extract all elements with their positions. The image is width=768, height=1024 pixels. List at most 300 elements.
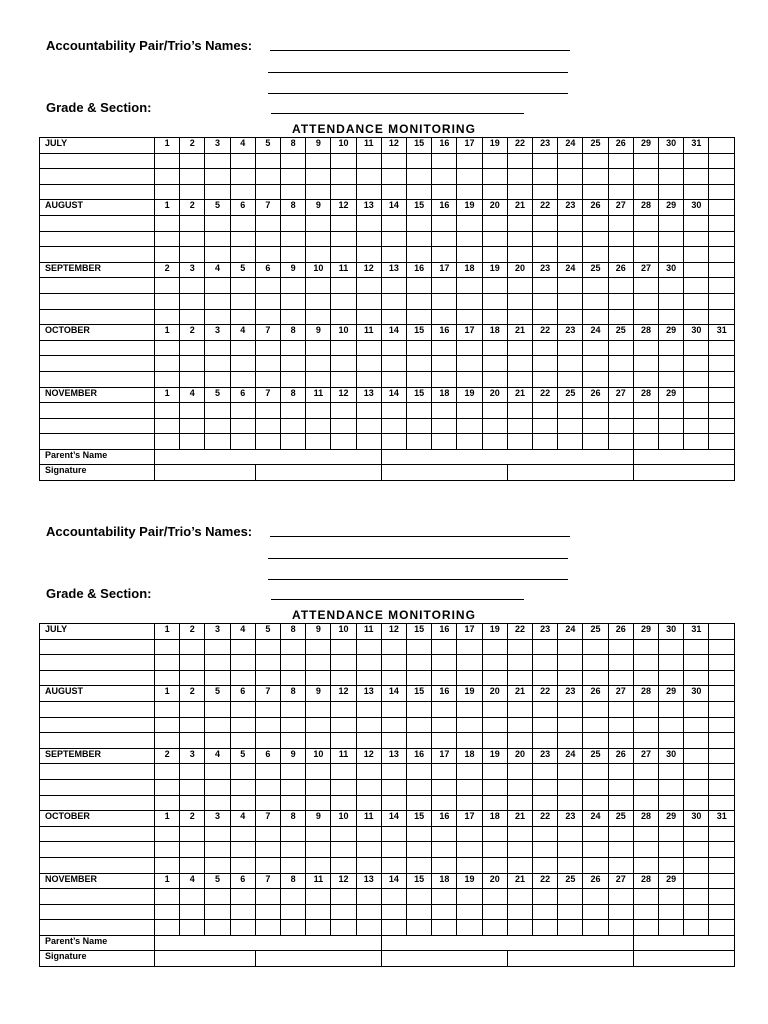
attendance-cell[interactable] xyxy=(255,184,280,200)
attendance-cell[interactable] xyxy=(381,842,406,858)
attendance-cell[interactable] xyxy=(533,826,558,842)
attendance-cell[interactable] xyxy=(281,434,306,450)
attendance-cell[interactable] xyxy=(583,247,608,263)
attendance-cell[interactable] xyxy=(407,371,432,387)
attendance-cell[interactable] xyxy=(709,889,735,905)
attendance-cell[interactable] xyxy=(205,826,230,842)
attendance-cell[interactable] xyxy=(255,340,280,356)
attendance-cell[interactable] xyxy=(633,655,658,671)
attendance-cell[interactable] xyxy=(659,434,684,450)
attendance-cell[interactable] xyxy=(482,340,507,356)
attendance-cell[interactable] xyxy=(180,717,205,733)
attendance-cell[interactable] xyxy=(230,795,255,811)
attendance-cell[interactable] xyxy=(457,309,482,325)
attendance-cell[interactable] xyxy=(432,826,457,842)
attendance-cell[interactable] xyxy=(381,403,406,419)
attendance-cell[interactable] xyxy=(583,920,608,936)
attendance-cell[interactable] xyxy=(306,215,331,231)
attendance-cell[interactable] xyxy=(331,403,356,419)
attendance-cell[interactable] xyxy=(709,403,735,419)
attendance-cell[interactable] xyxy=(255,169,280,185)
attendance-cell[interactable] xyxy=(684,371,709,387)
attendance-cell[interactable] xyxy=(457,670,482,686)
attendance-cell[interactable] xyxy=(533,169,558,185)
attendance-cell[interactable] xyxy=(407,795,432,811)
attendance-cell[interactable] xyxy=(432,920,457,936)
attendance-cell[interactable] xyxy=(155,857,180,873)
attendance-cell[interactable] xyxy=(558,278,583,294)
attendance-cell[interactable] xyxy=(155,184,180,200)
attendance-cell[interactable] xyxy=(230,733,255,749)
attendance-cell[interactable] xyxy=(507,278,532,294)
student-cell[interactable] xyxy=(40,309,155,325)
attendance-cell[interactable] xyxy=(356,403,381,419)
attendance-cell[interactable] xyxy=(558,169,583,185)
attendance-cell[interactable] xyxy=(230,701,255,717)
attendance-cell[interactable] xyxy=(255,842,280,858)
attendance-cell[interactable] xyxy=(331,247,356,263)
attendance-cell[interactable] xyxy=(583,779,608,795)
attendance-cell[interactable] xyxy=(659,857,684,873)
attendance-cell[interactable] xyxy=(457,889,482,905)
attendance-cell[interactable] xyxy=(255,371,280,387)
attendance-cell[interactable] xyxy=(230,215,255,231)
attendance-cell[interactable] xyxy=(331,215,356,231)
attendance-cell[interactable] xyxy=(482,920,507,936)
attendance-cell[interactable] xyxy=(255,826,280,842)
attendance-cell[interactable] xyxy=(633,764,658,780)
attendance-cell[interactable] xyxy=(659,779,684,795)
attendance-cell[interactable] xyxy=(659,231,684,247)
attendance-cell[interactable] xyxy=(608,670,633,686)
attendance-cell[interactable] xyxy=(306,857,331,873)
attendance-cell[interactable] xyxy=(608,215,633,231)
attendance-cell[interactable] xyxy=(281,889,306,905)
attendance-cell[interactable] xyxy=(709,639,735,655)
attendance-cell[interactable] xyxy=(306,184,331,200)
attendance-cell[interactable] xyxy=(533,842,558,858)
attendance-cell[interactable] xyxy=(659,717,684,733)
attendance-cell[interactable] xyxy=(331,795,356,811)
attendance-cell[interactable] xyxy=(482,215,507,231)
attendance-cell[interactable] xyxy=(331,779,356,795)
attendance-cell[interactable] xyxy=(432,904,457,920)
attendance-cell[interactable] xyxy=(558,356,583,372)
attendance-cell[interactable] xyxy=(684,356,709,372)
grade-section-line[interactable] xyxy=(271,599,524,600)
attendance-cell[interactable] xyxy=(533,717,558,733)
attendance-cell[interactable] xyxy=(608,904,633,920)
attendance-cell[interactable] xyxy=(331,184,356,200)
attendance-cell[interactable] xyxy=(633,231,658,247)
attendance-cell[interactable] xyxy=(482,655,507,671)
attendance-cell[interactable] xyxy=(583,639,608,655)
attendance-cell[interactable] xyxy=(180,701,205,717)
attendance-cell[interactable] xyxy=(205,733,230,749)
attendance-cell[interactable] xyxy=(507,184,532,200)
attendance-cell[interactable] xyxy=(205,309,230,325)
attendance-cell[interactable] xyxy=(633,920,658,936)
attendance-cell[interactable] xyxy=(356,717,381,733)
attendance-cell[interactable] xyxy=(155,795,180,811)
attendance-cell[interactable] xyxy=(255,795,280,811)
attendance-cell[interactable] xyxy=(633,418,658,434)
attendance-cell[interactable] xyxy=(205,842,230,858)
attendance-cell[interactable] xyxy=(633,215,658,231)
attendance-cell[interactable] xyxy=(155,231,180,247)
attendance-cell[interactable] xyxy=(684,293,709,309)
attendance-cell[interactable] xyxy=(180,169,205,185)
attendance-cell[interactable] xyxy=(255,215,280,231)
attendance-cell[interactable] xyxy=(457,371,482,387)
student-cell[interactable] xyxy=(40,356,155,372)
attendance-cell[interactable] xyxy=(306,779,331,795)
attendance-cell[interactable] xyxy=(608,826,633,842)
student-cell[interactable] xyxy=(40,795,155,811)
attendance-cell[interactable] xyxy=(180,904,205,920)
signature-field[interactable] xyxy=(381,465,507,481)
attendance-cell[interactable] xyxy=(558,842,583,858)
attendance-cell[interactable] xyxy=(684,215,709,231)
attendance-cell[interactable] xyxy=(205,889,230,905)
attendance-cell[interactable] xyxy=(633,356,658,372)
attendance-cell[interactable] xyxy=(482,169,507,185)
attendance-cell[interactable] xyxy=(306,309,331,325)
attendance-cell[interactable] xyxy=(533,434,558,450)
attendance-cell[interactable] xyxy=(255,655,280,671)
attendance-cell[interactable] xyxy=(155,340,180,356)
attendance-cell[interactable] xyxy=(432,857,457,873)
attendance-cell[interactable] xyxy=(709,857,735,873)
attendance-cell[interactable] xyxy=(482,670,507,686)
attendance-cell[interactable] xyxy=(180,293,205,309)
attendance-cell[interactable] xyxy=(331,340,356,356)
attendance-cell[interactable] xyxy=(432,371,457,387)
attendance-cell[interactable] xyxy=(281,733,306,749)
attendance-cell[interactable] xyxy=(608,153,633,169)
attendance-cell[interactable] xyxy=(432,779,457,795)
attendance-cell[interactable] xyxy=(230,889,255,905)
attendance-cell[interactable] xyxy=(230,184,255,200)
attendance-cell[interactable] xyxy=(356,655,381,671)
attendance-cell[interactable] xyxy=(709,733,735,749)
attendance-cell[interactable] xyxy=(306,826,331,842)
student-cell[interactable] xyxy=(40,764,155,780)
attendance-cell[interactable] xyxy=(659,701,684,717)
attendance-cell[interactable] xyxy=(457,231,482,247)
attendance-cell[interactable] xyxy=(633,278,658,294)
attendance-cell[interactable] xyxy=(709,184,735,200)
attendance-cell[interactable] xyxy=(533,701,558,717)
attendance-cell[interactable] xyxy=(432,169,457,185)
attendance-cell[interactable] xyxy=(482,231,507,247)
attendance-cell[interactable] xyxy=(482,842,507,858)
attendance-cell[interactable] xyxy=(482,639,507,655)
attendance-cell[interactable] xyxy=(633,247,658,263)
attendance-cell[interactable] xyxy=(255,904,280,920)
attendance-cell[interactable] xyxy=(432,717,457,733)
attendance-cell[interactable] xyxy=(281,655,306,671)
attendance-cell[interactable] xyxy=(155,779,180,795)
attendance-cell[interactable] xyxy=(457,904,482,920)
attendance-cell[interactable] xyxy=(381,371,406,387)
attendance-cell[interactable] xyxy=(507,655,532,671)
attendance-cell[interactable] xyxy=(356,842,381,858)
attendance-cell[interactable] xyxy=(230,842,255,858)
attendance-cell[interactable] xyxy=(180,920,205,936)
attendance-cell[interactable] xyxy=(608,247,633,263)
attendance-cell[interactable] xyxy=(230,309,255,325)
student-cell[interactable] xyxy=(40,403,155,419)
attendance-cell[interactable] xyxy=(608,795,633,811)
attendance-cell[interactable] xyxy=(407,403,432,419)
attendance-cell[interactable] xyxy=(684,701,709,717)
attendance-cell[interactable] xyxy=(381,153,406,169)
attendance-cell[interactable] xyxy=(407,920,432,936)
student-cell[interactable] xyxy=(40,278,155,294)
attendance-cell[interactable] xyxy=(356,371,381,387)
attendance-cell[interactable] xyxy=(331,904,356,920)
attendance-cell[interactable] xyxy=(659,371,684,387)
attendance-cell[interactable] xyxy=(709,764,735,780)
student-cell[interactable] xyxy=(40,340,155,356)
attendance-cell[interactable] xyxy=(155,371,180,387)
attendance-cell[interactable] xyxy=(482,293,507,309)
attendance-cell[interactable] xyxy=(180,639,205,655)
student-cell[interactable] xyxy=(40,779,155,795)
attendance-cell[interactable] xyxy=(608,184,633,200)
attendance-cell[interactable] xyxy=(255,434,280,450)
attendance-cell[interactable] xyxy=(306,701,331,717)
attendance-cell[interactable] xyxy=(306,670,331,686)
student-cell[interactable] xyxy=(40,670,155,686)
attendance-cell[interactable] xyxy=(558,434,583,450)
attendance-cell[interactable] xyxy=(432,434,457,450)
attendance-cell[interactable] xyxy=(432,403,457,419)
attendance-cell[interactable] xyxy=(633,701,658,717)
attendance-cell[interactable] xyxy=(381,779,406,795)
attendance-cell[interactable] xyxy=(255,639,280,655)
attendance-cell[interactable] xyxy=(255,717,280,733)
attendance-cell[interactable] xyxy=(255,403,280,419)
attendance-cell[interactable] xyxy=(155,764,180,780)
attendance-cell[interactable] xyxy=(507,356,532,372)
attendance-cell[interactable] xyxy=(432,215,457,231)
attendance-cell[interactable] xyxy=(205,920,230,936)
attendance-cell[interactable] xyxy=(709,826,735,842)
attendance-cell[interactable] xyxy=(306,842,331,858)
attendance-cell[interactable] xyxy=(659,920,684,936)
signature-field[interactable] xyxy=(633,465,734,481)
attendance-cell[interactable] xyxy=(482,857,507,873)
attendance-cell[interactable] xyxy=(482,403,507,419)
attendance-cell[interactable] xyxy=(356,418,381,434)
attendance-cell[interactable] xyxy=(507,795,532,811)
attendance-cell[interactable] xyxy=(507,670,532,686)
attendance-cell[interactable] xyxy=(482,889,507,905)
attendance-cell[interactable] xyxy=(457,356,482,372)
attendance-cell[interactable] xyxy=(230,247,255,263)
attendance-cell[interactable] xyxy=(659,904,684,920)
attendance-cell[interactable] xyxy=(608,639,633,655)
attendance-cell[interactable] xyxy=(432,340,457,356)
attendance-cell[interactable] xyxy=(684,842,709,858)
attendance-cell[interactable] xyxy=(507,247,532,263)
attendance-cell[interactable] xyxy=(306,340,331,356)
attendance-cell[interactable] xyxy=(180,857,205,873)
attendance-cell[interactable] xyxy=(205,247,230,263)
attendance-cell[interactable] xyxy=(356,826,381,842)
attendance-cell[interactable] xyxy=(381,889,406,905)
attendance-cell[interactable] xyxy=(482,278,507,294)
attendance-cell[interactable] xyxy=(583,418,608,434)
attendance-cell[interactable] xyxy=(306,764,331,780)
attendance-cell[interactable] xyxy=(482,764,507,780)
attendance-cell[interactable] xyxy=(558,184,583,200)
attendance-cell[interactable] xyxy=(331,764,356,780)
attendance-cell[interactable] xyxy=(331,639,356,655)
attendance-cell[interactable] xyxy=(457,857,482,873)
attendance-cell[interactable] xyxy=(205,670,230,686)
attendance-cell[interactable] xyxy=(533,293,558,309)
attendance-cell[interactable] xyxy=(583,795,608,811)
student-cell[interactable] xyxy=(40,293,155,309)
attendance-cell[interactable] xyxy=(155,247,180,263)
attendance-cell[interactable] xyxy=(709,293,735,309)
attendance-cell[interactable] xyxy=(331,889,356,905)
attendance-cell[interactable] xyxy=(281,920,306,936)
attendance-cell[interactable] xyxy=(331,670,356,686)
student-cell[interactable] xyxy=(40,434,155,450)
attendance-cell[interactable] xyxy=(356,904,381,920)
attendance-cell[interactable] xyxy=(457,215,482,231)
signature-field[interactable] xyxy=(155,951,256,967)
student-cell[interactable] xyxy=(40,231,155,247)
attendance-cell[interactable] xyxy=(507,231,532,247)
attendance-cell[interactable] xyxy=(507,309,532,325)
student-cell[interactable] xyxy=(40,371,155,387)
attendance-cell[interactable] xyxy=(659,670,684,686)
signature-field[interactable] xyxy=(381,951,507,967)
attendance-cell[interactable] xyxy=(709,795,735,811)
attendance-cell[interactable] xyxy=(533,153,558,169)
attendance-cell[interactable] xyxy=(633,779,658,795)
attendance-cell[interactable] xyxy=(230,904,255,920)
attendance-cell[interactable] xyxy=(205,779,230,795)
attendance-cell[interactable] xyxy=(608,889,633,905)
attendance-cell[interactable] xyxy=(608,857,633,873)
attendance-cell[interactable] xyxy=(482,795,507,811)
attendance-cell[interactable] xyxy=(331,842,356,858)
attendance-cell[interactable] xyxy=(356,701,381,717)
attendance-cell[interactable] xyxy=(608,434,633,450)
attendance-cell[interactable] xyxy=(255,278,280,294)
attendance-cell[interactable] xyxy=(583,842,608,858)
attendance-cell[interactable] xyxy=(457,764,482,780)
attendance-cell[interactable] xyxy=(507,701,532,717)
attendance-cell[interactable] xyxy=(381,920,406,936)
attendance-cell[interactable] xyxy=(432,639,457,655)
attendance-cell[interactable] xyxy=(281,717,306,733)
attendance-cell[interactable] xyxy=(432,231,457,247)
attendance-cell[interactable] xyxy=(407,889,432,905)
attendance-cell[interactable] xyxy=(432,733,457,749)
attendance-cell[interactable] xyxy=(155,655,180,671)
attendance-cell[interactable] xyxy=(457,340,482,356)
attendance-cell[interactable] xyxy=(331,857,356,873)
attendance-cell[interactable] xyxy=(432,293,457,309)
attendance-cell[interactable] xyxy=(407,764,432,780)
attendance-cell[interactable] xyxy=(633,153,658,169)
attendance-cell[interactable] xyxy=(306,231,331,247)
attendance-cell[interactable] xyxy=(281,701,306,717)
attendance-cell[interactable] xyxy=(407,670,432,686)
attendance-cell[interactable] xyxy=(205,293,230,309)
attendance-cell[interactable] xyxy=(306,418,331,434)
attendance-cell[interactable] xyxy=(281,340,306,356)
signature-field[interactable] xyxy=(155,465,256,481)
attendance-cell[interactable] xyxy=(356,247,381,263)
attendance-cell[interactable] xyxy=(381,857,406,873)
attendance-cell[interactable] xyxy=(281,356,306,372)
attendance-cell[interactable] xyxy=(407,857,432,873)
attendance-cell[interactable] xyxy=(633,670,658,686)
attendance-cell[interactable] xyxy=(583,169,608,185)
attendance-cell[interactable] xyxy=(709,247,735,263)
attendance-cell[interactable] xyxy=(684,889,709,905)
parent-name-field[interactable] xyxy=(633,449,734,465)
attendance-cell[interactable] xyxy=(205,278,230,294)
attendance-cell[interactable] xyxy=(659,418,684,434)
attendance-cell[interactable] xyxy=(155,701,180,717)
attendance-cell[interactable] xyxy=(633,795,658,811)
attendance-cell[interactable] xyxy=(356,356,381,372)
attendance-cell[interactable] xyxy=(407,717,432,733)
attendance-cell[interactable] xyxy=(533,356,558,372)
attendance-cell[interactable] xyxy=(407,639,432,655)
attendance-cell[interactable] xyxy=(558,403,583,419)
attendance-cell[interactable] xyxy=(583,733,608,749)
attendance-cell[interactable] xyxy=(583,670,608,686)
attendance-cell[interactable] xyxy=(381,293,406,309)
attendance-cell[interactable] xyxy=(155,403,180,419)
attendance-cell[interactable] xyxy=(684,184,709,200)
attendance-cell[interactable] xyxy=(608,733,633,749)
attendance-cell[interactable] xyxy=(659,309,684,325)
parent-name-field[interactable] xyxy=(381,935,633,951)
parent-name-field[interactable] xyxy=(381,449,633,465)
attendance-cell[interactable] xyxy=(180,889,205,905)
attendance-cell[interactable] xyxy=(608,842,633,858)
attendance-cell[interactable] xyxy=(558,655,583,671)
attendance-cell[interactable] xyxy=(331,826,356,842)
attendance-cell[interactable] xyxy=(457,639,482,655)
name-line-1[interactable] xyxy=(270,50,570,51)
attendance-cell[interactable] xyxy=(709,215,735,231)
attendance-cell[interactable] xyxy=(684,278,709,294)
attendance-cell[interactable] xyxy=(608,340,633,356)
attendance-cell[interactable] xyxy=(533,278,558,294)
attendance-cell[interactable] xyxy=(659,889,684,905)
attendance-cell[interactable] xyxy=(457,184,482,200)
attendance-cell[interactable] xyxy=(281,169,306,185)
attendance-cell[interactable] xyxy=(180,779,205,795)
attendance-cell[interactable] xyxy=(457,842,482,858)
attendance-cell[interactable] xyxy=(306,639,331,655)
student-cell[interactable] xyxy=(40,717,155,733)
attendance-cell[interactable] xyxy=(457,826,482,842)
attendance-cell[interactable] xyxy=(633,340,658,356)
